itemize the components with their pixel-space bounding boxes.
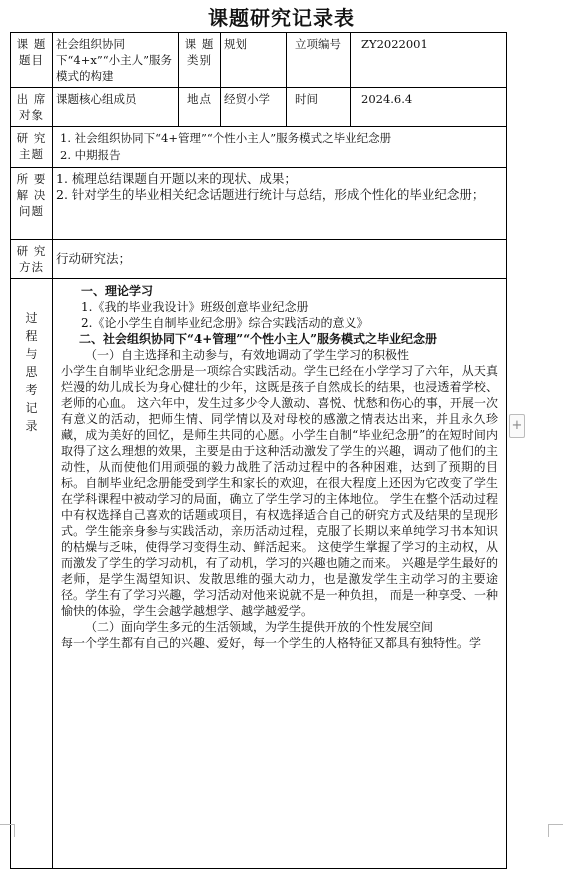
problems-value: [53, 168, 507, 240]
label-process: [11, 279, 53, 869]
label-problems: [11, 168, 53, 240]
process-content: [53, 279, 507, 869]
row-method: [11, 240, 507, 279]
topic-value: 社会组织协同下“4+x”“小主人”服务模式的构建: [53, 33, 179, 88]
problem-item: 1. 梳理总结课题自开题以来的现状、成果；: [56, 171, 297, 186]
label-attendees-text: 出 席 对象: [16, 92, 47, 122]
label-location: 地点: [179, 88, 221, 127]
process-label-char: 考: [25, 383, 38, 397]
row-research-theme: [11, 127, 507, 168]
section-heading-theory: 一、理论学习: [81, 284, 154, 298]
theme-value: [53, 127, 507, 168]
expand-button[interactable]: +: [509, 414, 525, 438]
subheading-1: （一）自主选择和主动参与，有效地调动了学生学习的积极性: [85, 348, 410, 362]
project-no-value: ZY2022001: [351, 33, 507, 88]
theme-item: 1. 社会组织协同下“4+管理”“个性小主人”服务模式之毕业纪念册: [60, 131, 392, 145]
paragraph-1: 小学生自制毕业纪念册是一项综合实践活动。学生已经在小学学习了六年，从天真烂漫的幼儿成长为身心健壮的少年，这既是孩子自然成长的结果，也浸透着学校、老师的心血。 这六年中，发生过多少令人激动、喜悦、忧愁和伤心的事，开展一次有意义的活动，把师生情、同学情以及对母校的感激之情表达出来，并且永久珍藏，成为美好的回忆，是师生共同的心愿。小学生自制“毕业纪念册”的在短时间内取得了这么理想的效果，主要是由于这种活动激发了学生的兴趣，调动了他们的主动性，从而使他们用顽强的毅力战胜了活动过程中的各种困难，达到了预期的目标。自制毕业纪念册能受到学生和家长的欢迎，在很大程度上还因为它改变了学生在学科课程中被动学习的局面，确立了学生学习的主体地位。 学生在整个活动过程中有权选择自己喜欢的话题或项目，有权选择适合自己的研究方式及结果的呈现形式。学生能亲身参与实践活动，亲历活动过程，克服了长期以来单纯学习书本知识的枯燥与乏味，使得学习变得生动、鲜活起来。 这使学生掌握了学习的主动权，从而激发了学生的学习动机，有了动机，学习的兴趣也随之而来。 兴趣是学生最好的老师，是学生渴望知识、发散思维的强大动力，也是激发学生主动学习的主要途径。学生有了学习兴趣，学习活动对他来说就不是一种负担， 而是一种享受、一种愉快的体验，学生会越学越想学、越学越爱学。: [61, 364, 498, 618]
process-label-char: 过: [25, 311, 38, 325]
label-category-text: 课 题 类别: [184, 37, 215, 67]
label-category: [179, 33, 221, 88]
row-topic: [11, 33, 507, 88]
section-heading-yearbook: 二、社会组织协同下“4+管理”“个性小主人”服务模式之毕业纪念册: [79, 332, 438, 346]
document-title: 课题研究记录表: [208, 6, 355, 30]
row-process: [11, 279, 507, 869]
process-label-char: 录: [25, 419, 38, 433]
problem-item: 2. 针对学生的毕业相关纪念话题进行统计与总结，形成个性化的毕业纪念册；: [56, 187, 485, 202]
page-fold-right-icon: [548, 824, 563, 837]
theme-item: 2. 中期报告: [60, 148, 121, 162]
label-theme: [11, 127, 53, 168]
research-record-table: [10, 32, 507, 869]
label-attendees: [11, 88, 53, 127]
label-project-no: 立项编号: [287, 33, 351, 88]
process-label-char: 程: [25, 329, 38, 343]
attendees-value: 课题核心组成员: [53, 88, 179, 127]
label-method: [11, 240, 53, 279]
reference-item: 1.《我的毕业我设计》班级创意毕业纪念册: [81, 300, 309, 314]
paragraph-2: 每一个学生都有自己的兴趣、爱好，每一个学生的人格特征又都具有独特性。学: [61, 636, 482, 650]
reference-item: 2.《论小学生自制毕业纪念册》综合实践活动的意义》: [81, 316, 369, 330]
method-value: 行动研究法；: [53, 240, 507, 279]
time-value: 2024.6.4: [351, 88, 507, 127]
label-time: 时间: [287, 88, 351, 127]
subheading-2: （二）面向学生多元的生活领域，为学生提供开放的个性发展空间: [85, 620, 434, 634]
row-attendees: [11, 88, 507, 127]
label-theme-text: 研 究 主题: [16, 131, 47, 161]
process-label-char: 思: [25, 365, 38, 379]
row-problems: [11, 168, 507, 240]
process-label-char: 记: [25, 401, 38, 415]
label-topic-text: 课 题 题目: [16, 37, 47, 67]
label-problems-text: 所 要 解 决 问题: [16, 172, 47, 218]
label-method-text: 研 究 方法: [16, 244, 47, 274]
category-value: 规划: [221, 33, 287, 88]
process-label-char: 与: [25, 347, 38, 361]
page-fold-left-icon: [0, 824, 15, 837]
location-value: 经贸小学: [221, 88, 287, 127]
label-topic: [11, 33, 53, 88]
